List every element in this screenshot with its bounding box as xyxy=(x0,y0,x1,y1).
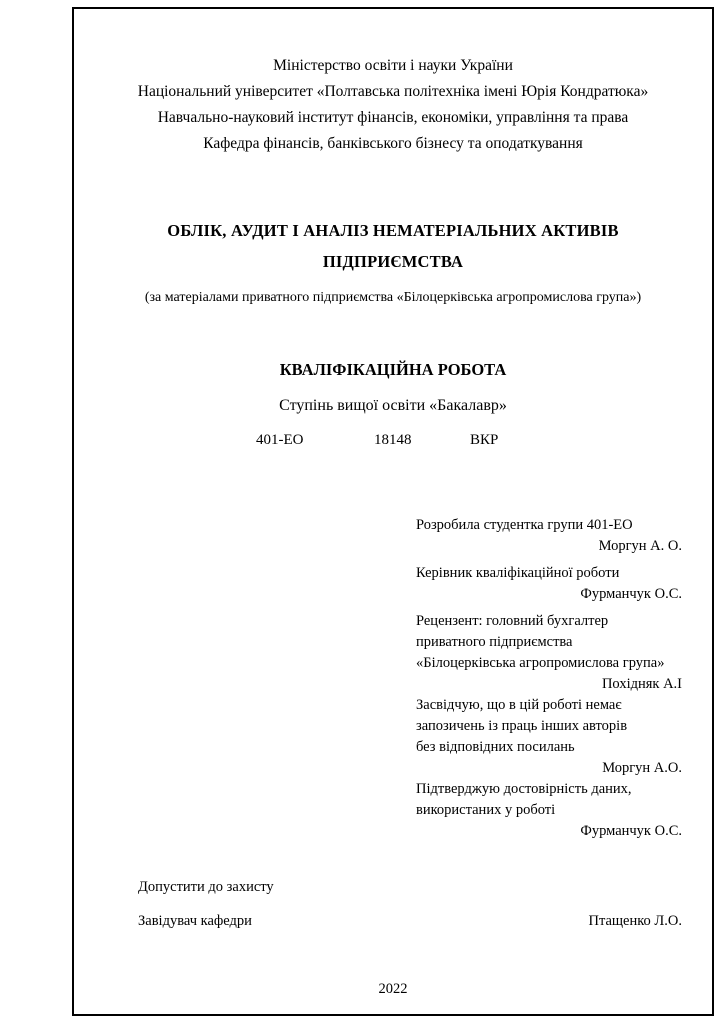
title-line-2: ПІДПРИЄМСТВА xyxy=(322,252,464,271)
reviewer-name: Похідняк А.І xyxy=(601,676,682,692)
confirmation-line-2: використаних у роботі xyxy=(416,802,556,818)
supervisor-group xyxy=(416,563,682,605)
author-name: Моргун А. О. xyxy=(598,538,682,554)
work-code-abbr: ВКР xyxy=(470,432,499,448)
declaration-group xyxy=(416,695,682,779)
declaration-line-1: Засвідчую, що в цій роботі немає xyxy=(416,697,622,713)
declaration-line-3: без відповідних посилань xyxy=(416,739,575,755)
work-code-row xyxy=(104,432,682,449)
work-info xyxy=(104,356,682,449)
confirmation-group xyxy=(416,779,682,842)
institution-line-institute: Навчально-науковий інститут фінансів, економіки, управління та права xyxy=(157,109,629,126)
institution-line-department: Кафедра фінансів, банківського бізнесу та оподаткування xyxy=(203,135,583,152)
reviewer-line-2: приватного підприємства xyxy=(416,634,573,650)
confirmation-line-1: Підтверджую достовірність даних, xyxy=(416,781,632,797)
supervisor-name: Фурманчук О.С. xyxy=(580,586,682,602)
signatures-block xyxy=(104,515,682,842)
author-role: Розробила студентка групи 401-ЕО xyxy=(416,517,633,533)
thesis-title xyxy=(104,215,682,308)
reviewer-line-1: Рецензент: головний бухгалтер xyxy=(416,613,609,629)
declaration-name: Моргун А.О. xyxy=(602,760,682,776)
institution-line-ministry: Міністерство освіти і науки України xyxy=(273,57,513,74)
title-line-1: ОБЛІК, АУДИТ І АНАЛІЗ НЕМАТЕРІАЛЬНИХ АКТИВІВ xyxy=(167,221,619,240)
work-type-label: КВАЛІФІКАЦІЙНА РОБОТА xyxy=(279,360,507,379)
work-degree-label: Ступінь вищої освіти «Бакалавр» xyxy=(279,397,507,414)
publication-year: 2022 xyxy=(378,981,408,997)
institution-header xyxy=(104,53,682,157)
reviewer-line-3: «Білоцерківська агропромислова група» xyxy=(416,655,665,671)
supervisor-role: Керівник кваліфікаційної роботи xyxy=(416,565,620,581)
title-subtitle: (за матеріалами приватного підприємства «Білоцерківська агропромислова група») xyxy=(144,290,642,305)
declaration-line-2: запозичень із праць інших авторів xyxy=(416,718,628,734)
author-group xyxy=(416,515,682,557)
head-row xyxy=(104,910,682,932)
confirmation-name: Фурманчук О.С. xyxy=(580,823,682,839)
page-content xyxy=(72,7,714,1016)
head-label: Завідувач кафедри xyxy=(138,913,252,929)
work-code-number: 18148 xyxy=(374,432,412,448)
institution-line-university: Національний університет «Полтавська політехніка імені Юрія Кондратюка» xyxy=(137,83,649,100)
head-name: Птащенко Л.О. xyxy=(588,913,682,929)
approval-block xyxy=(104,876,682,932)
admit-label: Допустити до захисту xyxy=(138,879,274,895)
work-code-group: 401-ЕО xyxy=(256,432,304,448)
reviewer-group xyxy=(416,611,682,695)
